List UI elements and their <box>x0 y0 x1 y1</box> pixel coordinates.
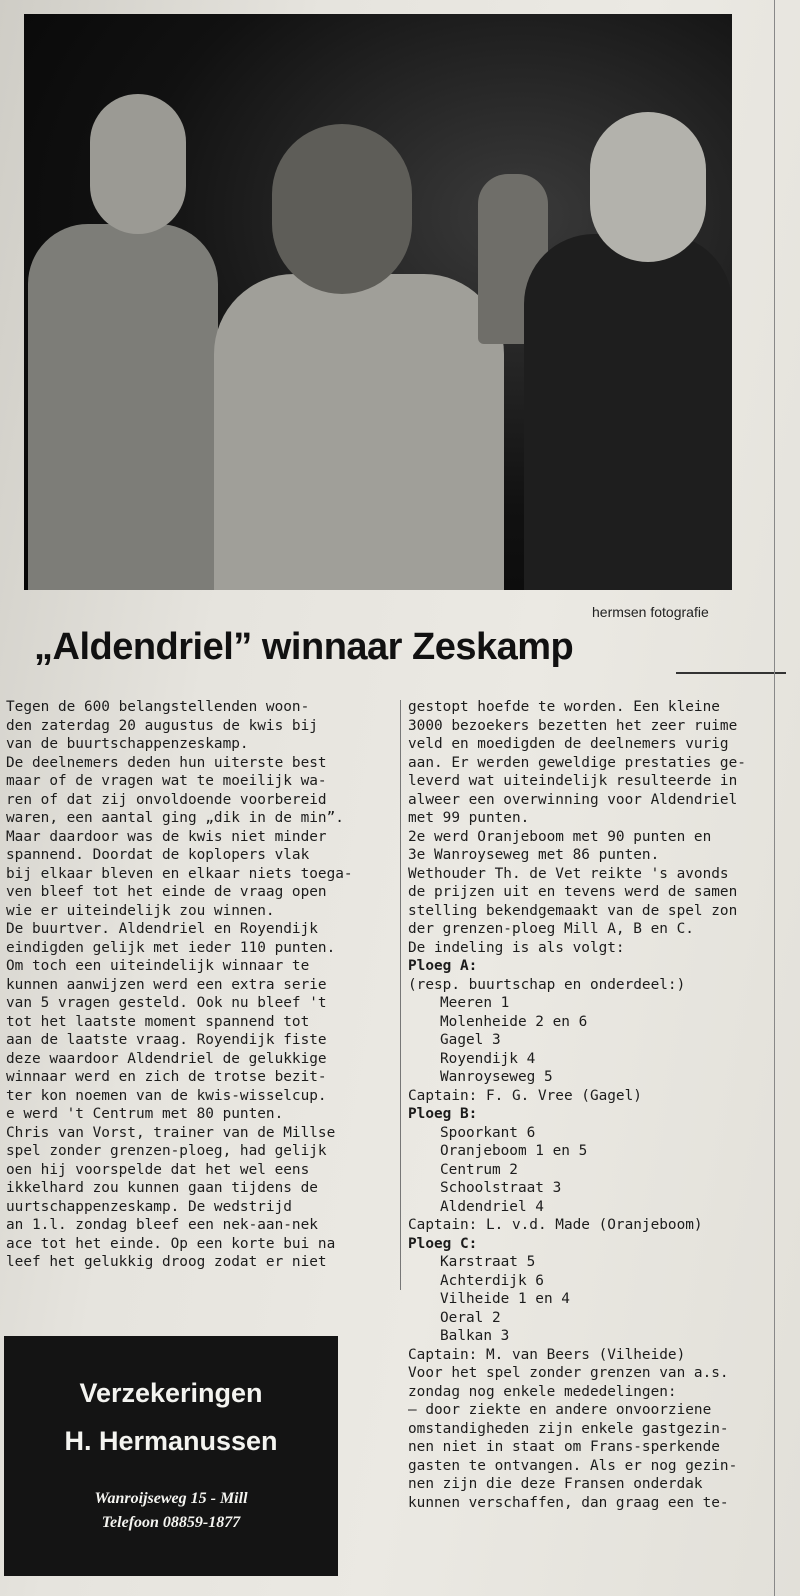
article-photo <box>24 14 732 590</box>
text-line: omstandigheden zijn enkele gastgezin- <box>408 1420 729 1437</box>
text-line: 3000 bezoekers bezetten het zeer ruime <box>408 717 738 734</box>
column-divider <box>400 700 401 1290</box>
insurance-advert <box>4 1336 338 1576</box>
text-line: spannend. Doordat de koplopers vlak <box>6 847 310 863</box>
advert-phone: Telefoon 08859-1877 <box>101 1514 241 1531</box>
photo-figure-right <box>524 234 732 590</box>
ploeg-b-captain: Captain: L. v.d. Made (Oranjeboom) <box>408 1217 703 1233</box>
text-line: de prijzen uit en tevens werd de samen <box>408 884 738 900</box>
ploeg-a-captain: Captain: F. G. Vree (Gagel) <box>408 1087 642 1104</box>
text-line: der grenzen-ploeg Mill A, B en C. <box>408 921 694 937</box>
text-line: zondag nog enkele mededelingen: <box>408 1383 677 1400</box>
text-line: tot het laatste moment spannend tot <box>6 1013 310 1030</box>
list-item: Schoolstraat 3 <box>440 1180 562 1196</box>
list-item: Balkan 3 <box>440 1328 510 1344</box>
text-line: — door ziekte en andere onvoorziene <box>408 1402 712 1418</box>
text-line: leverd wat uiteindelijk resulteerde in <box>408 773 738 789</box>
advert-address: Wanroijseweg 15 - Mill <box>94 1490 248 1507</box>
text-line: aan. Er werden geweldige prestaties ge- <box>408 754 746 771</box>
text-line: veld en moedigden de deelnemers vurig <box>408 736 729 752</box>
ploeg-c-captain: Captain: M. van Beers (Vilheide) <box>408 1346 686 1363</box>
text-line: ter kon noemen van de kwis-wisselcup. <box>6 1087 327 1104</box>
text-line: Om toch een uiteindelijk winnaar te <box>6 958 310 974</box>
list-item: Oranjeboom 1 en 5 <box>440 1143 588 1159</box>
text-line: van 5 vragen gesteld. Ook nu bleef 't <box>6 995 327 1011</box>
text-line: met 99 punten. <box>408 810 530 826</box>
headline-rule <box>676 672 786 674</box>
text-line: leef het gelukkig droog zodat er niet <box>6 1254 327 1270</box>
list-item: Wanroyseweg 5 <box>440 1069 553 1085</box>
text-line: ace tot het einde. Op een korte bui na <box>6 1235 336 1252</box>
text-line: Maar daardoor was de kwis niet minder <box>6 828 327 845</box>
advert-line-2: H. Hermanussen <box>64 1426 278 1456</box>
text-line: 2e werd Oranjeboom met 90 punten en <box>408 828 712 845</box>
text-line: bij elkaar bleven en elkaar niets toega- <box>6 865 353 882</box>
ploeg-c-title: Ploeg C: <box>408 1235 478 1252</box>
list-item: Royendijk 4 <box>440 1050 536 1067</box>
list-item: Meeren 1 <box>440 995 510 1011</box>
text-line: Tegen de 600 belangstellenden woon- <box>6 699 310 715</box>
text-line: aan de laatste vraag. Royendijk fiste <box>6 1032 327 1048</box>
article-headline: „Aldendriel” winnaar Zeskamp <box>34 626 574 668</box>
text-line: van de buurtschappenzeskamp. <box>6 736 249 752</box>
photo-head-center <box>272 124 412 294</box>
advert-line-1: Verzekeringen <box>79 1378 263 1408</box>
list-item: Centrum 2 <box>440 1161 518 1178</box>
text-line: ven bleef tot het einde de vraag open <box>6 884 327 900</box>
ploeg-a-note: (resp. buurtschap en onderdeel:) <box>408 976 686 993</box>
text-line: gasten te ontvangen. Als er nog gezin- <box>408 1457 738 1474</box>
text-line: den zaterdag 20 augustus de kwis bij <box>6 717 318 734</box>
photo-figure-left <box>28 224 218 590</box>
text-line: De deelnemers deden hun uiterste best <box>6 754 327 771</box>
photo-credit: hermsen fotografie <box>592 604 709 620</box>
list-item: Aldendriel 4 <box>440 1198 544 1215</box>
text-line: nen zijn die deze Fransen onderdak <box>408 1476 703 1492</box>
text-line: ren of dat zij onvoldoende voorbereid <box>6 791 327 808</box>
text-line: oen hij voorspelde dat het wel eens <box>6 1161 310 1178</box>
list-item: Spoorkant 6 <box>440 1124 536 1141</box>
list-item: Gagel 3 <box>440 1032 501 1048</box>
text-line: stelling bekendgemaakt van de spel zon <box>408 902 738 919</box>
text-line: Wethouder Th. de Vet reikte 's avonds <box>408 865 729 882</box>
text-line: waren, een aantal ging „dik in de min”. <box>6 810 344 826</box>
text-line: an 1.l. zondag bleef een nek-aan-nek <box>6 1217 318 1233</box>
ploeg-a-title: Ploeg A: <box>408 958 478 974</box>
text-line: wie er uiteindelijk zou winnen. <box>6 902 275 919</box>
text-line: ikkelhard zou kunnen gaan tijdens de <box>6 1180 318 1196</box>
photo-head-right <box>590 112 706 262</box>
text-line: kunnen verschaffen, dan graag een te- <box>408 1494 729 1511</box>
list-item: Oeral 2 <box>440 1309 501 1326</box>
text-line: kunnen aanwijzen werd een extra serie <box>6 976 327 993</box>
text-line: 3e Wanroyseweg met 86 punten. <box>408 847 660 863</box>
article-column-left <box>6 698 396 1272</box>
text-line: spel zonder grenzen-ploeg, had gelijk <box>6 1143 327 1159</box>
article-column-right <box>408 698 798 1512</box>
text-line: e werd 't Centrum met 80 punten. <box>6 1106 284 1122</box>
ploeg-b-title: Ploeg B: <box>408 1106 478 1122</box>
list-item: Karstraat 5 <box>440 1254 536 1270</box>
page-divider-right <box>774 0 775 1596</box>
text-line: De buurtver. Aldendriel en Royendijk <box>6 921 318 937</box>
list-item: Molenheide 2 en 6 <box>440 1013 588 1030</box>
list-item: Vilheide 1 en 4 <box>440 1291 570 1307</box>
text-line: winnaar werd en zich de trotse bezit- <box>6 1069 327 1085</box>
photo-figure-center <box>214 274 504 590</box>
text-line: nen niet in staat om Frans-sperkende <box>408 1439 720 1455</box>
text-line: maar of de vragen wat te moeilijk wa- <box>6 773 327 789</box>
text-line: eindigden gelijk met ieder 110 punten. <box>6 939 336 956</box>
text-line: De indeling is als volgt: <box>408 939 625 956</box>
text-line: Chris van Vorst, trainer van de Millse <box>6 1124 336 1141</box>
text-line: Voor het spel zonder grenzen van a.s. <box>408 1365 729 1381</box>
text-line: alweer een overwinning voor Aldendriel <box>408 791 738 808</box>
text-line: gestopt hoefde te worden. Een kleine <box>408 699 720 715</box>
list-item: Achterdijk 6 <box>440 1272 544 1289</box>
photo-head-left <box>90 94 186 234</box>
text-line: uurtschappenzeskamp. De wedstrijd <box>6 1198 292 1215</box>
text-line: deze waardoor Aldendriel de gelukkige <box>6 1050 327 1067</box>
